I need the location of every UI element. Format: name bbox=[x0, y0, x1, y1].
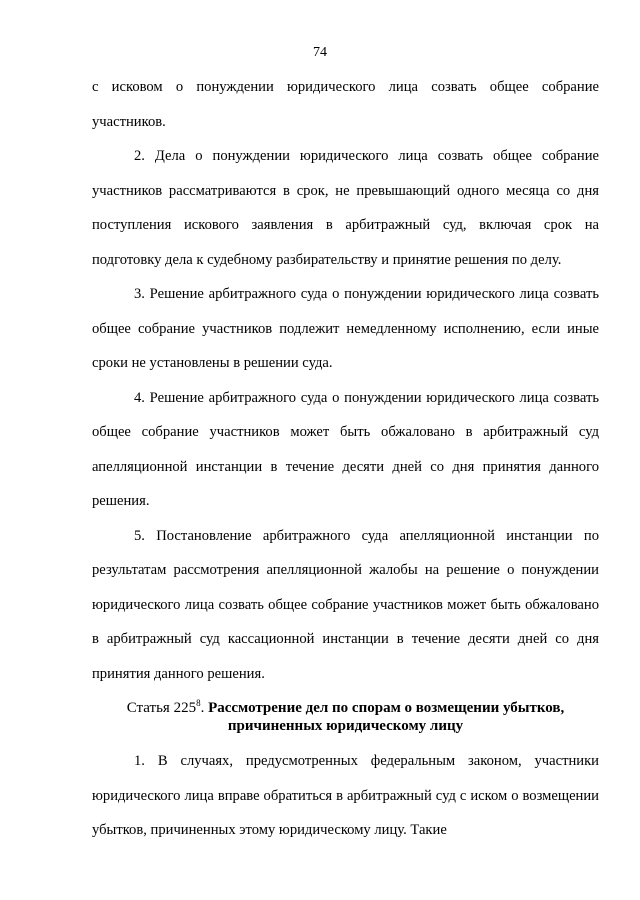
paragraph-item-3: 3. Решение арбитражного суда о понуждении юридического лица созвать общее собрание участников подлежит немедленному исполнению, если иные сроки не установлены в решении суда. bbox=[92, 286, 599, 371]
article-separator: . bbox=[200, 700, 205, 716]
paragraph-item-2: 2. Дела о понуждении юридического лица созвать общее собрание участников рассматриваются в срок, не превышающий одного месяца со дня поступления искового заявления в арбитражный суд, включая срок на подготовку дела к судебному разбирательству и принятие решения по делу. bbox=[92, 148, 599, 268]
article-superscript: 8 bbox=[196, 698, 201, 708]
article-title-line-1: Рассмотрение дел по спорам о возмещении убытков, bbox=[208, 700, 565, 716]
article-title-line-2: причиненных юридическому лицу bbox=[227, 718, 464, 734]
paragraph-continuation: с исковом о понуждении юридического лица созвать общее собрание участников. bbox=[92, 79, 599, 130]
body-text-article bbox=[92, 744, 599, 848]
page-number: 74 bbox=[313, 45, 327, 60]
article-heading-block bbox=[92, 699, 599, 735]
article-paragraph-1: 1. В случаях, предусмотренных федеральным законом, участники юридического лица вправе обратиться в арбитражный суд с иском о возмещении убытков, причиненных этому юридическому лицу. Такие bbox=[92, 753, 599, 838]
article-heading bbox=[92, 699, 599, 735]
body-text-top bbox=[92, 70, 599, 691]
paragraph-item-4: 4. Решение арбитражного суда о понуждении юридического лица созвать общее собрание участников может быть обжаловано в арбитражный суд апелляционной инстанции в течение десяти дней со дня принятия данного решения. bbox=[92, 389, 599, 509]
article-label: Статья 225 bbox=[126, 700, 197, 716]
paragraph-item-5: 5. Постановление арбитражного суда апелляционной инстанции по результатам рассмотрения апелляционной жалобы на решение о понуждении юридического лица созвать общее собрание участников может быть обжаловано в арбитражный суд кассационной инстанции в течение десяти дней со дня принятия данного решения. bbox=[92, 527, 599, 682]
